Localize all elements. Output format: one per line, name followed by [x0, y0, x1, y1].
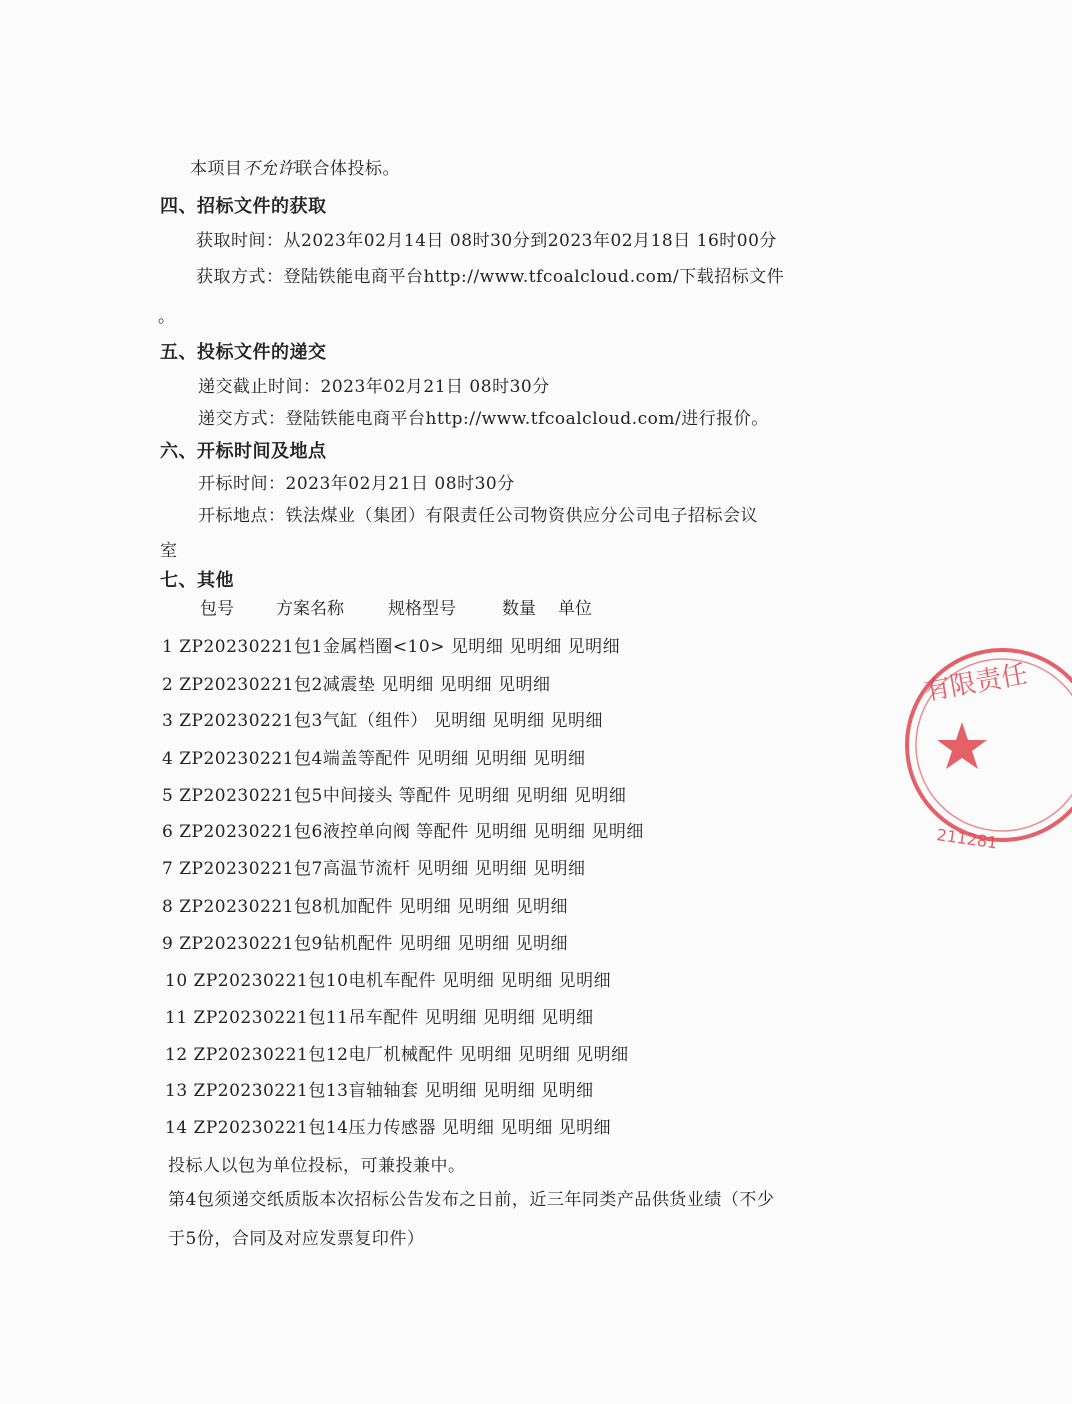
- table-row: 10 ZP20230221包10电机车配件 见明细 见明细 见明细: [165, 971, 612, 991]
- stamp-text-bottom: 211281: [935, 825, 999, 853]
- star-icon: [937, 722, 987, 769]
- submit-deadline: 递交截止时间：2023年02月21日 08时30分: [198, 377, 550, 397]
- obtain-method-tail: 。: [158, 307, 176, 327]
- section-7-heading: 七、其他: [160, 570, 234, 591]
- submit-method: 递交方式：登陆铁能电商平台http://www.tfcoalcloud.com/进行报价。: [198, 409, 769, 429]
- obtain-method: 获取方式：登陆铁能电商平台http://www.tfcoalcloud.com/下载招标文件: [196, 267, 785, 287]
- table-row: 3 ZP20230221包3气缸（组件） 见明细 见明细 见明细: [162, 711, 604, 731]
- header-package: 包号: [200, 599, 234, 619]
- table-row: 9 ZP20230221包9钻机配件 见明细 见明细 见明细: [162, 934, 569, 954]
- section-5-heading: 五、投标文件的递交: [160, 342, 327, 363]
- section-6-heading: 六、开标时间及地点: [160, 441, 327, 462]
- consortium-line: [190, 158, 400, 180]
- consortium-post: 联合体投标。: [295, 159, 400, 179]
- table-header: [200, 598, 592, 620]
- table-row: 7 ZP20230221包7高温节流杆 见明细 见明细 见明细: [162, 859, 586, 879]
- official-seal-stamp: [922, 640, 1072, 870]
- consortium-emphasis: 不允许: [242, 159, 295, 179]
- table-row: 2 ZP20230221包2减震垫 见明细 见明细 见明细: [162, 675, 551, 695]
- table-row: 12 ZP20230221包12电厂机械配件 见明细 见明细 见明细: [165, 1045, 629, 1065]
- section-4-heading: 四、招标文件的获取: [160, 196, 327, 217]
- note-1: 投标人以包为单位投标，可兼投兼中。: [168, 1156, 466, 1176]
- obtain-time: 获取时间：从2023年02月14日 08时30分到2023年02月18日 16时00分: [196, 231, 777, 251]
- note-2-tail: 于5份，合同及对应发票复印件）: [168, 1229, 425, 1249]
- header-quantity: 数量: [502, 599, 536, 619]
- table-row: 1 ZP20230221包1金属档圈<10> 见明细 见明细 见明细: [162, 637, 621, 657]
- consortium-pre: 本项目: [190, 159, 243, 179]
- open-place: 开标地点：铁法煤业（集团）有限责任公司物资供应分公司电子招标会议: [198, 506, 758, 526]
- table-row: 6 ZP20230221包6液控单向阀 等配件 见明细 见明细 见明细: [162, 822, 644, 842]
- open-time: 开标时间：2023年02月21日 08时30分: [198, 474, 515, 494]
- table-row: 5 ZP20230221包5中间接头 等配件 见明细 见明细 见明细: [162, 786, 627, 806]
- header-spec: 规格型号: [388, 599, 456, 619]
- header-unit: 单位: [558, 599, 592, 619]
- table-row: 4 ZP20230221包4端盖等配件 见明细 见明细 见明细: [162, 749, 586, 769]
- table-row: 13 ZP20230221包13盲轴轴套 见明细 见明细 见明细: [165, 1081, 594, 1101]
- table-row: 8 ZP20230221包8机加配件 见明细 见明细 见明细: [162, 897, 569, 917]
- table-row: 11 ZP20230221包11吊车配件 见明细 见明细 见明细: [165, 1008, 594, 1028]
- stamp-text-top: 有限责任: [922, 659, 1030, 707]
- note-2: 第4包须递交纸质版本次招标公告发布之日前，近三年同类产品供货业绩（不少: [168, 1190, 775, 1210]
- table-row: 14 ZP20230221包14压力传感器 见明细 见明细 见明细: [165, 1118, 612, 1138]
- open-place-tail: 室: [160, 541, 178, 561]
- header-plan-name: 方案名称: [276, 599, 344, 619]
